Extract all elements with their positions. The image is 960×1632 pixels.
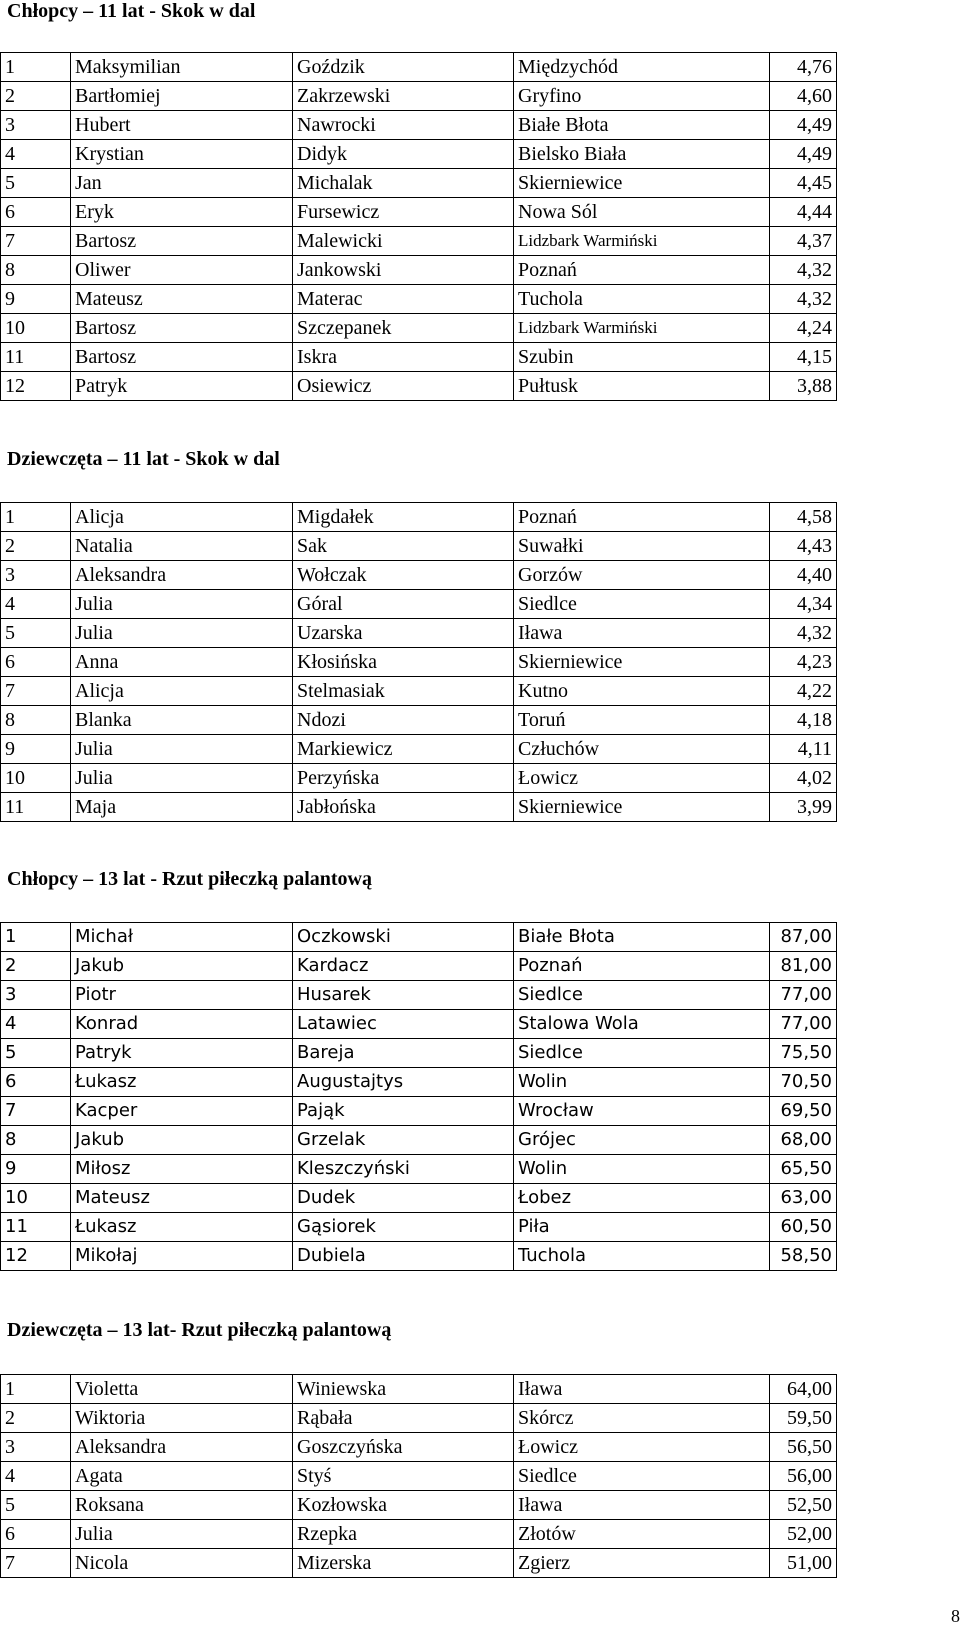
- results-table-section: [0, 502, 837, 822]
- place-cell: 2: [1, 532, 71, 561]
- town-cell: Białe Błota: [514, 923, 770, 952]
- result-cell: 70,50: [770, 1068, 837, 1097]
- town-cell: Wolin: [514, 1068, 770, 1097]
- last-name-cell: Latawiec: [293, 1010, 514, 1039]
- first-name-cell: Oliwer: [71, 256, 293, 285]
- last-name-cell: Didyk: [293, 140, 514, 169]
- place-cell: 4: [1, 140, 71, 169]
- result-cell: 3,88: [770, 372, 837, 401]
- town-cell: Międzychód: [514, 53, 770, 82]
- first-name-cell: Nicola: [71, 1549, 293, 1578]
- section-heading: Dziewczęta – 13 lat- Rzut piłeczką palantową: [7, 1319, 392, 1341]
- result-cell: 64,00: [770, 1375, 837, 1404]
- last-name-cell: Husarek: [293, 981, 514, 1010]
- table-row: [1, 285, 837, 314]
- page-number: 8: [951, 1606, 960, 1626]
- place-cell: 8: [1, 256, 71, 285]
- town-cell: Wolin: [514, 1155, 770, 1184]
- table-row: [1, 735, 837, 764]
- town-cell: Stalowa Wola: [514, 1010, 770, 1039]
- table-row: [1, 1010, 837, 1039]
- last-name-cell: Ndozi: [293, 706, 514, 735]
- result-cell: 69,50: [770, 1097, 837, 1126]
- town-cell: Iława: [514, 619, 770, 648]
- result-cell: 63,00: [770, 1184, 837, 1213]
- table-row: [1, 256, 837, 285]
- table-row: [1, 53, 837, 82]
- town-cell: Skierniewice: [514, 793, 770, 822]
- result-cell: 4,40: [770, 561, 837, 590]
- town-cell: Zgierz: [514, 1549, 770, 1578]
- last-name-cell: Grzelak: [293, 1126, 514, 1155]
- table-row: [1, 343, 837, 372]
- first-name-cell: Michał: [71, 923, 293, 952]
- last-name-cell: Iskra: [293, 343, 514, 372]
- town-cell: Siedlce: [514, 1462, 770, 1491]
- table-row: [1, 981, 837, 1010]
- place-cell: 1: [1, 53, 71, 82]
- place-cell: 12: [1, 372, 71, 401]
- last-name-cell: Winiewska: [293, 1375, 514, 1404]
- last-name-cell: Bareja: [293, 1039, 514, 1068]
- last-name-cell: Rąbała: [293, 1404, 514, 1433]
- table-row: [1, 1404, 837, 1433]
- place-cell: 5: [1, 1491, 71, 1520]
- table-row: [1, 1126, 837, 1155]
- first-name-cell: Julia: [71, 764, 293, 793]
- table-row: [1, 82, 837, 111]
- last-name-cell: Markiewicz: [293, 735, 514, 764]
- place-cell: 6: [1, 648, 71, 677]
- place-cell: 10: [1, 314, 71, 343]
- table-row: [1, 1462, 837, 1491]
- last-name-cell: Dudek: [293, 1184, 514, 1213]
- town-cell: Skierniewice: [514, 169, 770, 198]
- town-cell: Łobez: [514, 1184, 770, 1213]
- result-cell: 4,44: [770, 198, 837, 227]
- last-name-cell: Perzyńska: [293, 764, 514, 793]
- last-name-cell: Fursewicz: [293, 198, 514, 227]
- town-cell: Gorzów: [514, 561, 770, 590]
- place-cell: 6: [1, 1520, 71, 1549]
- result-cell: 4,37: [770, 227, 837, 256]
- result-cell: 4,32: [770, 619, 837, 648]
- table-row: [1, 1068, 837, 1097]
- last-name-cell: Góral: [293, 590, 514, 619]
- town-cell: Wrocław: [514, 1097, 770, 1126]
- town-cell: Suwałki: [514, 532, 770, 561]
- first-name-cell: Patryk: [71, 1039, 293, 1068]
- last-name-cell: Szczepanek: [293, 314, 514, 343]
- place-cell: 1: [1, 923, 71, 952]
- place-cell: 2: [1, 952, 71, 981]
- table-row: [1, 140, 837, 169]
- last-name-cell: Michalak: [293, 169, 514, 198]
- town-cell: Kutno: [514, 677, 770, 706]
- result-cell: 52,00: [770, 1520, 837, 1549]
- first-name-cell: Roksana: [71, 1491, 293, 1520]
- place-cell: 9: [1, 735, 71, 764]
- last-name-cell: Materac: [293, 285, 514, 314]
- town-cell: Lidzbark Warmiński: [514, 227, 770, 256]
- result-cell: 56,00: [770, 1462, 837, 1491]
- place-cell: 3: [1, 1433, 71, 1462]
- first-name-cell: Mateusz: [71, 285, 293, 314]
- results-table-section: [0, 1374, 837, 1578]
- first-name-cell: Krystian: [71, 140, 293, 169]
- place-cell: 5: [1, 1039, 71, 1068]
- place-cell: 3: [1, 111, 71, 140]
- town-cell: Poznań: [514, 952, 770, 981]
- first-name-cell: Jakub: [71, 1126, 293, 1155]
- town-cell: Siedlce: [514, 981, 770, 1010]
- last-name-cell: Stelmasiak: [293, 677, 514, 706]
- first-name-cell: Alicja: [71, 677, 293, 706]
- result-cell: 4,49: [770, 111, 837, 140]
- last-name-cell: Augustajtys: [293, 1068, 514, 1097]
- place-cell: 1: [1, 1375, 71, 1404]
- first-name-cell: Aleksandra: [71, 561, 293, 590]
- town-cell: Skórcz: [514, 1404, 770, 1433]
- first-name-cell: Mikołaj: [71, 1242, 293, 1271]
- first-name-cell: Miłosz: [71, 1155, 293, 1184]
- place-cell: 7: [1, 1097, 71, 1126]
- result-cell: 4,22: [770, 677, 837, 706]
- first-name-cell: Mateusz: [71, 1184, 293, 1213]
- table-row: [1, 923, 837, 952]
- first-name-cell: Julia: [71, 1520, 293, 1549]
- table-row: [1, 1039, 837, 1068]
- table-row: [1, 169, 837, 198]
- result-cell: 4,34: [770, 590, 837, 619]
- first-name-cell: Julia: [71, 619, 293, 648]
- last-name-cell: Kłosińska: [293, 648, 514, 677]
- first-name-cell: Konrad: [71, 1010, 293, 1039]
- town-cell: Grójec: [514, 1126, 770, 1155]
- results-table: [0, 52, 837, 401]
- last-name-cell: Gąsiorek: [293, 1213, 514, 1242]
- first-name-cell: Piotr: [71, 981, 293, 1010]
- last-name-cell: Oczkowski: [293, 923, 514, 952]
- table-row: [1, 1184, 837, 1213]
- first-name-cell: Hubert: [71, 111, 293, 140]
- town-cell: Poznań: [514, 503, 770, 532]
- first-name-cell: Kacper: [71, 1097, 293, 1126]
- first-name-cell: Patryk: [71, 372, 293, 401]
- result-cell: 68,00: [770, 1126, 837, 1155]
- table-row: [1, 793, 837, 822]
- result-cell: 58,50: [770, 1242, 837, 1271]
- table-row: [1, 503, 837, 532]
- town-cell: Tuchola: [514, 285, 770, 314]
- table-row: [1, 1242, 837, 1271]
- town-cell: Nowa Sól: [514, 198, 770, 227]
- last-name-cell: Wołczak: [293, 561, 514, 590]
- table-row: [1, 619, 837, 648]
- result-cell: 77,00: [770, 981, 837, 1010]
- last-name-cell: Goszczyńska: [293, 1433, 514, 1462]
- last-name-cell: Kozłowska: [293, 1491, 514, 1520]
- results-table: [0, 502, 837, 822]
- first-name-cell: Bartosz: [71, 314, 293, 343]
- place-cell: 4: [1, 1010, 71, 1039]
- first-name-cell: Jan: [71, 169, 293, 198]
- result-cell: 4,60: [770, 82, 837, 111]
- first-name-cell: Wiktoria: [71, 1404, 293, 1433]
- town-cell: Łowicz: [514, 1433, 770, 1462]
- first-name-cell: Anna: [71, 648, 293, 677]
- place-cell: 11: [1, 1213, 71, 1242]
- town-cell: Siedlce: [514, 590, 770, 619]
- results-table: [0, 1374, 837, 1578]
- result-cell: 4,15: [770, 343, 837, 372]
- table-row: [1, 1213, 837, 1242]
- first-name-cell: Łukasz: [71, 1213, 293, 1242]
- result-cell: 4,02: [770, 764, 837, 793]
- town-cell: Siedlce: [514, 1039, 770, 1068]
- last-name-cell: Mizerska: [293, 1549, 514, 1578]
- place-cell: 2: [1, 82, 71, 111]
- place-cell: 8: [1, 706, 71, 735]
- place-cell: 4: [1, 590, 71, 619]
- first-name-cell: Agata: [71, 1462, 293, 1491]
- place-cell: 7: [1, 227, 71, 256]
- table-row: [1, 677, 837, 706]
- first-name-cell: Julia: [71, 590, 293, 619]
- last-name-cell: Rzepka: [293, 1520, 514, 1549]
- results-table-section: [0, 52, 837, 401]
- results-table: [0, 922, 837, 1271]
- table-row: [1, 1549, 837, 1578]
- place-cell: 11: [1, 793, 71, 822]
- section-heading: Chłopcy – 13 lat - Rzut piłeczką palantową: [7, 868, 372, 890]
- place-cell: 3: [1, 561, 71, 590]
- place-cell: 4: [1, 1462, 71, 1491]
- first-name-cell: Julia: [71, 735, 293, 764]
- town-cell: Gryfino: [514, 82, 770, 111]
- first-name-cell: Aleksandra: [71, 1433, 293, 1462]
- result-cell: 4,24: [770, 314, 837, 343]
- first-name-cell: Maja: [71, 793, 293, 822]
- town-cell: Bielsko Biała: [514, 140, 770, 169]
- first-name-cell: Alicja: [71, 503, 293, 532]
- result-cell: 60,50: [770, 1213, 837, 1242]
- last-name-cell: Uzarska: [293, 619, 514, 648]
- town-cell: Iława: [514, 1375, 770, 1404]
- result-cell: 4,43: [770, 532, 837, 561]
- result-cell: 77,00: [770, 1010, 837, 1039]
- last-name-cell: Migdałek: [293, 503, 514, 532]
- first-name-cell: Violetta: [71, 1375, 293, 1404]
- last-name-cell: Jabłońska: [293, 793, 514, 822]
- first-name-cell: Jakub: [71, 952, 293, 981]
- result-cell: 4,32: [770, 256, 837, 285]
- last-name-cell: Sak: [293, 532, 514, 561]
- result-cell: 3,99: [770, 793, 837, 822]
- place-cell: 9: [1, 285, 71, 314]
- last-name-cell: Kleszczyński: [293, 1155, 514, 1184]
- first-name-cell: Bartosz: [71, 227, 293, 256]
- last-name-cell: Zakrzewski: [293, 82, 514, 111]
- last-name-cell: Pająk: [293, 1097, 514, 1126]
- result-cell: 4,76: [770, 53, 837, 82]
- results-table-section: [0, 922, 837, 1271]
- table-row: [1, 1491, 837, 1520]
- result-cell: 4,58: [770, 503, 837, 532]
- place-cell: 5: [1, 619, 71, 648]
- place-cell: 6: [1, 198, 71, 227]
- town-cell: Złotów: [514, 1520, 770, 1549]
- table-row: [1, 952, 837, 981]
- town-cell: Łowicz: [514, 764, 770, 793]
- result-cell: 81,00: [770, 952, 837, 981]
- result-cell: 87,00: [770, 923, 837, 952]
- result-cell: 4,45: [770, 169, 837, 198]
- result-cell: 51,00: [770, 1549, 837, 1578]
- place-cell: 10: [1, 1184, 71, 1213]
- place-cell: 9: [1, 1155, 71, 1184]
- place-cell: 5: [1, 169, 71, 198]
- place-cell: 2: [1, 1404, 71, 1433]
- town-cell: Białe Błota: [514, 111, 770, 140]
- last-name-cell: Nawrocki: [293, 111, 514, 140]
- table-row: [1, 111, 837, 140]
- last-name-cell: Styś: [293, 1462, 514, 1491]
- place-cell: 10: [1, 764, 71, 793]
- table-row: [1, 227, 837, 256]
- result-cell: 4,23: [770, 648, 837, 677]
- section-heading: Dziewczęta – 11 lat - Skok w dal: [7, 448, 280, 470]
- town-cell: Iława: [514, 1491, 770, 1520]
- place-cell: 8: [1, 1126, 71, 1155]
- table-row: [1, 1375, 837, 1404]
- result-cell: 52,50: [770, 1491, 837, 1520]
- town-cell: Pułtusk: [514, 372, 770, 401]
- table-row: [1, 561, 837, 590]
- table-row: [1, 198, 837, 227]
- last-name-cell: Kardacz: [293, 952, 514, 981]
- table-row: [1, 1520, 837, 1549]
- town-cell: Skierniewice: [514, 648, 770, 677]
- result-cell: 4,49: [770, 140, 837, 169]
- town-cell: Lidzbark Warmiński: [514, 314, 770, 343]
- table-row: [1, 590, 837, 619]
- place-cell: 11: [1, 343, 71, 372]
- last-name-cell: Goździk: [293, 53, 514, 82]
- result-cell: 4,18: [770, 706, 837, 735]
- result-cell: 4,11: [770, 735, 837, 764]
- town-cell: Człuchów: [514, 735, 770, 764]
- table-row: [1, 314, 837, 343]
- last-name-cell: Osiewicz: [293, 372, 514, 401]
- table-row: [1, 1155, 837, 1184]
- town-cell: Tuchola: [514, 1242, 770, 1271]
- table-row: [1, 372, 837, 401]
- place-cell: 7: [1, 1549, 71, 1578]
- first-name-cell: Blanka: [71, 706, 293, 735]
- table-row: [1, 1097, 837, 1126]
- table-row: [1, 648, 837, 677]
- first-name-cell: Bartosz: [71, 343, 293, 372]
- first-name-cell: Maksymilian: [71, 53, 293, 82]
- last-name-cell: Jankowski: [293, 256, 514, 285]
- table-row: [1, 706, 837, 735]
- table-row: [1, 764, 837, 793]
- first-name-cell: Eryk: [71, 198, 293, 227]
- town-cell: Szubin: [514, 343, 770, 372]
- first-name-cell: Bartłomiej: [71, 82, 293, 111]
- town-cell: Poznań: [514, 256, 770, 285]
- first-name-cell: Natalia: [71, 532, 293, 561]
- place-cell: 7: [1, 677, 71, 706]
- last-name-cell: Malewicki: [293, 227, 514, 256]
- town-cell: Toruń: [514, 706, 770, 735]
- place-cell: 6: [1, 1068, 71, 1097]
- table-row: [1, 532, 837, 561]
- result-cell: 65,50: [770, 1155, 837, 1184]
- result-cell: 59,50: [770, 1404, 837, 1433]
- first-name-cell: Łukasz: [71, 1068, 293, 1097]
- town-cell: Piła: [514, 1213, 770, 1242]
- result-cell: 56,50: [770, 1433, 837, 1462]
- place-cell: 1: [1, 503, 71, 532]
- last-name-cell: Dubiela: [293, 1242, 514, 1271]
- place-cell: 3: [1, 981, 71, 1010]
- result-cell: 4,32: [770, 285, 837, 314]
- section-heading: Chłopcy – 11 lat - Skok w dal: [7, 0, 256, 22]
- result-cell: 75,50: [770, 1039, 837, 1068]
- table-row: [1, 1433, 837, 1462]
- place-cell: 12: [1, 1242, 71, 1271]
